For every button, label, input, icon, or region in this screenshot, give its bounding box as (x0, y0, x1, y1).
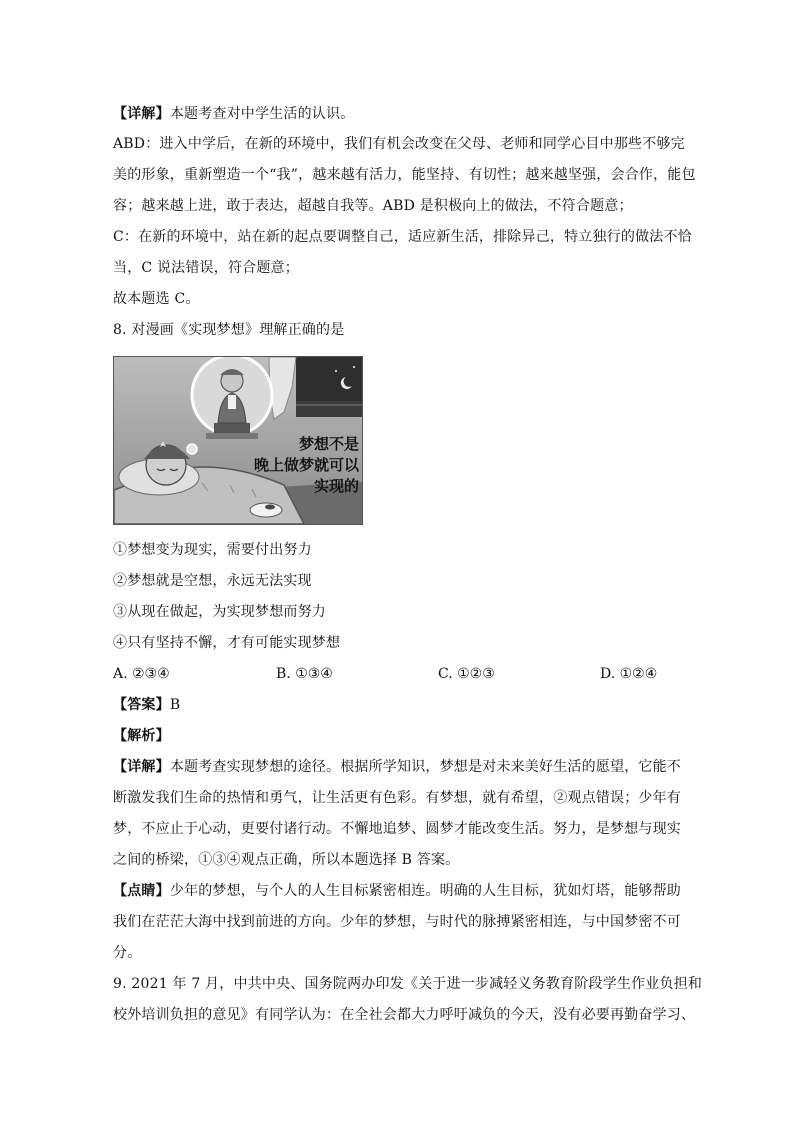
q8-point-line-2: 我们在茫茫大海中找到前进的方向。少年的梦想，与时代的脉搏紧密相连，与中国梦密不可 (113, 914, 681, 930)
q8-point-line-1: 【点睛】少年的梦想，与个人的人生目标紧密相连。明确的人生目标，犹如灯塔，能够帮助 (113, 883, 682, 899)
cartoon-caption-line-3: 实现的 (313, 477, 359, 495)
q8-answer-line (113, 695, 685, 715)
cartoon-caption-line-2: 晚上做梦就可以 (253, 456, 359, 474)
q8-detail-line-2: 断激发我们生命的热情和勇气，让生活更有色彩。有梦想，就有希望，②观点错误；少年有 (113, 790, 681, 806)
prev-detail-line-3: 美的形象，重新塑造一个“我”，越来越有活力，能坚持、有切性；越来越坚强，会合作，能包 (113, 167, 696, 183)
detail-tag: 【详解】 (113, 106, 170, 122)
q8-detail-line-3: 梦，不应止于心动，更要付诸行动。不懈地追梦、圆梦才能改变生活。努力，是梦想与现实 (113, 821, 681, 837)
prev-detail-line-2: ABD：进入中学后，在新的环境中，我们有机会改变在父母、老师和同学心目中那些不够完 (113, 136, 685, 152)
prev-detail-line-4: 容；越来越上进，敢于表达，超越自我等。ABD 是积极向上的做法，不符合题意； (113, 198, 633, 214)
q8-detail-line-1: 【详解】本题考查实现梦想的途径。根据所学知识，梦想是对未来美好生活的愿望，它能不 (113, 759, 682, 775)
point-tag: 【点睛】 (113, 883, 170, 899)
dream-cartoon-image (113, 356, 363, 525)
q8-statement-1: ①梦想变为现实，需要付出努力 (113, 542, 312, 558)
q8-option-d: D. ①②④ (600, 666, 658, 682)
q8-detail-line-4: 之间的桥梁，①③④观点正确，所以本题选择 B 答案。 (113, 852, 460, 868)
detail-tag: 【详解】 (113, 759, 170, 775)
answer-tag: 【答案】 (113, 697, 170, 713)
q9-stem-line-2: 校外培训负担的意见》有同学认为：在全社会都大力呼吁减负的今天，没有必要再勤奋学习、 (113, 1007, 696, 1023)
prev-detail-line-6: 当，C 说法错误，符合题意； (113, 260, 299, 276)
cartoon-caption-line-1: 梦想不是 (298, 435, 359, 453)
q8-statement-4: ④只有坚持不懈，才有可能实现梦想 (113, 635, 341, 651)
answer-value: B (169, 697, 181, 713)
q8-analysis-tag: 【解析】 (113, 728, 170, 744)
prev-detail-line-7: 故本题选 C。 (113, 291, 200, 307)
q8-statement-2: ②梦想就是空想，永远无法实现 (113, 573, 312, 589)
q8-option-c: C. ①②③ (438, 666, 495, 682)
q8-option-b: B. ①③④ (276, 666, 333, 682)
q8-stem: 8. 对漫画《实现梦想》理解正确的是 (113, 322, 345, 338)
prev-detail-line-1: 【详解】本题考查对中学生活的认识。 (113, 106, 355, 122)
q8-point-line-3: 分。 (113, 945, 142, 961)
prev-detail-line-5: C：在新的环境中，站在新的起点要调整自己，适应新生活，排除异己，特立独行的做法不恰 (113, 229, 692, 245)
q8-option-a: A. ②③④ (113, 666, 170, 682)
q9-stem-line-1: 9. 2021 年 7 月，中共中央、国务院两办印发《关于进一步减轻义务教育阶段学生作业负担和 (113, 976, 703, 992)
q8-statement-3: ③从现在做起，为实现梦想而努力 (113, 604, 326, 620)
